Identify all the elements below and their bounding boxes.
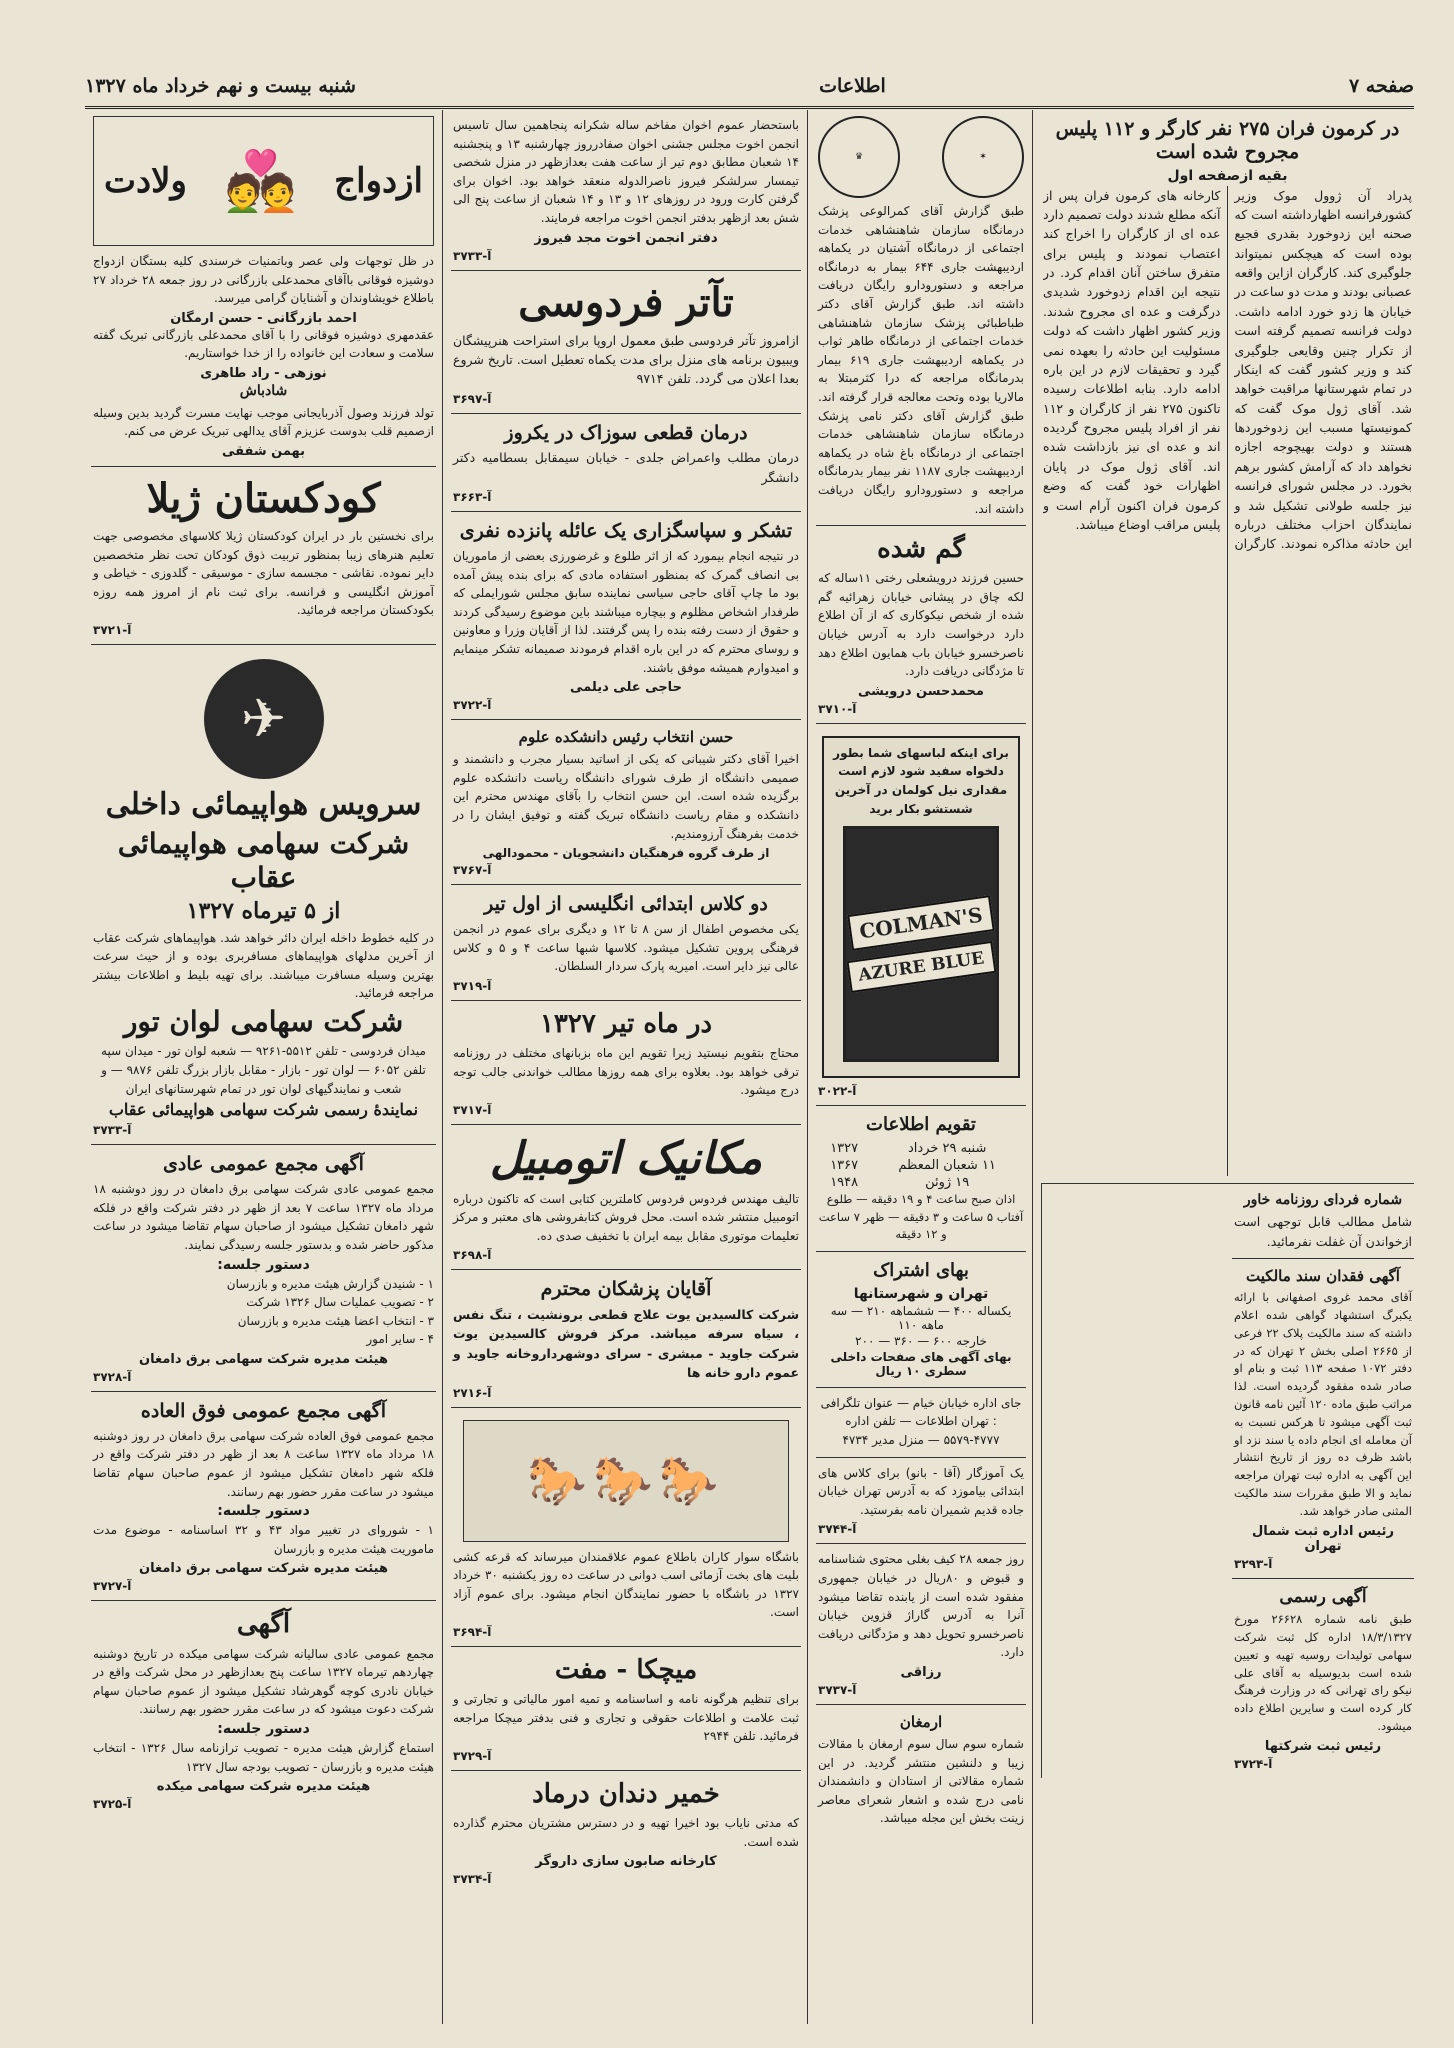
company-addresses: میدان فردوسی - تلفن ۵۵۱۲-۹۲۶۱ — شعبه لوان تور - میدان سپه تلفن ۶۰۵۲ — لوان تور - بازار - مقابل بازار بزرگ تلفن ۹۸۷۶ — و شعب و نمایندگیهای لوان تور در تمام شهرستانهای ایران: [101, 1044, 426, 1096]
ad-code: آ-۳۷۲۱: [93, 622, 132, 637]
column-rule: [1032, 110, 1033, 2024]
ad-code: آ-۳۷۲۹: [453, 1748, 492, 1763]
birth-title: شادباش: [239, 382, 288, 399]
armaghan-ad: [816, 1705, 1026, 1835]
notice-signer: دفتر انجمن اخوت مجد فیروز: [534, 230, 718, 246]
wedding-banner: [93, 116, 434, 246]
ad-code: آ-۳۷۳۳: [93, 1123, 132, 1138]
agenda-item: ۴ - سایر امور: [366, 1332, 434, 1347]
assembly-notice-1: [91, 1145, 436, 1392]
article-code: آ-۳۷۶۷: [453, 863, 492, 878]
ad-code: آ-۳۶۹۴: [453, 1624, 492, 1639]
ad-title: آقایان پزشکان محترم: [540, 1278, 712, 1301]
tir-calendar-ad: [451, 1001, 801, 1125]
calendar-table: [818, 1140, 1024, 1191]
subscription-note: بهای آگهی های صفحات داخلی سطری ۱۰ ریال: [830, 1349, 1012, 1378]
product-box-image: [843, 826, 999, 1062]
agenda-title: دستور جلسه:: [217, 1720, 310, 1737]
ad-body: شماره سوم سال سوم ارمغان با مقالات زیبا و دلنشین منتشر گردید. در این شماره مقالاتی از استادان و دانشمندان نامی درج شده و اشعار شعرای معاصر زینت بخش این مجله میباشد.: [818, 1736, 1024, 1826]
notice-code: آ-۳۷۱۰: [818, 701, 857, 716]
report-body: طبق گزارش آقای کمرالوعی پزشک درمانگاه سازمان شاهنشاهی خدمات اجتماعی از درمانگاه آشتیان در یکماهه اردیبهشت جاری ۶۴۴ بیمار به درمانگاه مراجعه و دستورودارو رایگان دریافت داشته اند. طبق گزارش آقای دکتر طباطبائی پزشک سازمان شاهنشاهی خدمات اجتماعی از درمانگاه طاهر ثواب در یکماهه اردیبهشت جاری ۶۱۹ بیمار بدرمانگاه مراجعه که درا کثرمبتلا به مالاریا بوده وتحت معالجه قرار گرفته اند. طبق گزارش آقای دکتر نامی پزشک درمانگاه سازمان شاهنشاهی خدمات اجتماعی از درمانگاه باغ شاه در یکماهه اردیبهشت جاری ۱۱۸۷ نفر بیمار بدرمانگاه مراجعه و دستورودارو رایگان دریافت داشته اند.: [818, 204, 1024, 516]
right-subcolumn-spacer: [1041, 1184, 1224, 1778]
calendar-row: [818, 1174, 1024, 1191]
ad-text: برای اینکه لباسهای شما بطور دلخواه سفید شود لازم است مقداری نیل کولمان در آخرین شستشو بکار برید: [833, 745, 1009, 816]
agenda-item: استماع گزارش هیئت مدیره - تصویب ترازنامه سال ۱۳۲۶ - انتخاب هیئت مدیره و بازرسان - تصویب بودجه سال ۱۳۲۷: [93, 1740, 435, 1774]
ad-code: آ-۳۷۳۷: [818, 1682, 857, 1697]
notice-body: باستحضار عموم اخوان مفاخم ساله شکرانه پنجاهمین سال تاسیس انجمن اخوت مجلس جشنی اخوان صفادرروز چهارشنبه ۱۳ و پنجشنبه ۱۴ شعبان مطابق دوم تیر از ساعت هفت بعدازظهر در منزل شخصی تیمسار سرلشکر فیروز ناصرالدوله منعقد خواهد بود. اخوان برای گرفتن کارت ورود در روزهای ۱۲ و ۱۳ و ۱۴ شعبان از ساعت پنج الی شش بعد ازظهر بدفتر انجمن اخوت مراجعه فرمایند.: [453, 118, 799, 225]
office-address: [816, 1388, 1026, 1458]
ad-code: آ-۳۰۲۲: [818, 1084, 857, 1099]
ad-body: برای نخستین بار در ایران کودکستان ژیلا کلاسهای مخصوصی جهت تعلیم هنرهای زیبا بمنظور تربیت ذوق کودکان تحت نظر متخصصین دایر نموده. نقاشی - مجسمه سازی - موسیقی - گلدوزی - خیاطی و آموزش انگلیسی و فرانسه. برای ثبت نام از امروز همه روزه بکودکستان مراجعه فرمائید.: [93, 528, 434, 618]
michka-ad: [451, 1647, 801, 1771]
ad-frame: [822, 736, 1020, 1078]
wedding-body: در ظل توجهات ولی عصر وباتمنیات خرسندی کلیه بستگان ازدواج دوشیزه فوقانی باآقای محمدعلی بازرگانی در روز جمعه ۲۸ خرداد ۲۷ باطلاع خویشاوندان و آشنایان گرامی میرسد.: [93, 254, 434, 306]
assembly-notice-2: [91, 1392, 436, 1601]
banner-word: ازدواج: [334, 161, 423, 201]
ad-title: درمان قطعی سوزاک در یکروز: [504, 421, 748, 444]
riding-club-ad: [451, 1408, 801, 1647]
thanks-ad: [451, 512, 801, 720]
emblem-row: [818, 116, 1024, 198]
ad-signer: رئیس اداره ثبت شمال تهران: [1252, 1523, 1394, 1554]
subscription-row: خارجه ۶۰۰ — ۳۶۰ — ۲۰۰: [855, 1333, 987, 1348]
ad-title: سرویس هواپیمائی داخلی: [105, 786, 422, 822]
assembly-notice-3: [91, 1601, 436, 1818]
ad-code: آ-۳۶۶۳: [453, 490, 492, 505]
ad-code: آ-۳۷۱۹: [453, 978, 492, 993]
ad-title: تشکر و سپاسگزاری یک عائله پانزده نفری: [459, 520, 793, 543]
column-rule: [807, 110, 808, 2024]
calendar-cell: ۱۱ شعبان المعظم: [898, 1157, 996, 1173]
ad-title: ارمغان: [899, 1712, 943, 1731]
ad-body: در نتیجه انجام بیمورد که از اثر طلوع و غرضورزی بعضی از ماموریان بی انصاف گمرک که بمنظور استفاده مادی که برای بنده پیش آمده بود ما چاپ آقای حاجی سیاسی نماینده سابق مجلس شورایملی که طرفدار اشخاص مظلوم و بیچاره میباشند باین موضوع رسیدگی کردند و حقوق از دست رفته بنده را پس گرفتند. لذا از آقایان وزرا و معاونین و روسای محترم که در این باره اقدام فرمودند صمیمانه تشکر مینمایم و امیدوارم همیشه موفق باشند.: [453, 549, 799, 675]
horse-race-illustration: 🐎🐎🐎: [463, 1420, 789, 1542]
ad-title: آگهی فقدان سند مالکیت: [1246, 1267, 1400, 1286]
date-line: شنبه بیست و نهم خرداد ماه ۱۳۲۷: [85, 75, 356, 97]
banner-word: ولادت: [104, 161, 187, 201]
official-ad: [1232, 1579, 1414, 1778]
column-4: [85, 110, 442, 2024]
notice-code: آ-۳۷۲۵: [93, 1797, 132, 1812]
notice-title: آگهی مجمع عمومی عادی: [163, 1153, 364, 1176]
couple-icon: 💑: [224, 146, 297, 215]
calendar-row: [818, 1140, 1024, 1157]
notice-body: مجمع عمومی عادی سالیانه شرکت سهامی میکده در تاریخ دوشنبه چهاردهم تیرماه ۱۳۲۷ ساعت پنج بعدازظهر در محل شرکت واقع در خیابان نادری کوچه گوهرشاد تشکیل میشود از عموم صاحبان سهام شرکت دعوت میشود که در ساعت مقرر حضور بهم رسانند.: [93, 1646, 434, 1717]
notice-code: آ-۳۷۲۸: [93, 1369, 132, 1384]
ad-body: یک آموزگار (آقا - بانو) برای کلاس های ابتدائی بیاموزد که به آدرس تهران خیابان جاده قدیم شمیران نامه بفرستید.: [818, 1465, 1024, 1517]
brotherhood-notice: [451, 110, 801, 271]
ad-code: آ-۳۷۳۴: [453, 1872, 492, 1887]
column-1: [1035, 110, 1420, 2024]
left-subcolumn: [1232, 1184, 1414, 1778]
paper-name: اطلاعات: [819, 75, 886, 97]
ad-title-2: شرکت سهامی هواپیمائی عقاب: [117, 826, 410, 894]
ad-body: روز جمعه ۲۸ کیف بغلی محتوی شناسنامه و قبوض و ۸۰ریال در خیابان جمهوری مفقود شده است از یابنده تقاضا میشود آنرا به آدرس گاراژ قزوین خیابان ناصرخسرو تحویل دهد و مژدگانی دریافت دارد.: [818, 1552, 1025, 1660]
agenda-item: ۲ - تصویب عملیات سال ۱۳۲۶ شرکت: [246, 1295, 434, 1310]
product-brand: COLMAN'S: [847, 895, 995, 951]
calendar-cell: ۱۳۶۷: [830, 1157, 859, 1173]
ad-body: محتاج بتقویم نیستید زیرا تقویم این ماه بزبانهای مختلف در روزنامه ترقی خواهد بود. بعلاوه برای همه روزها مطالب خواندنی جالب توجه درج میشود.: [453, 1045, 799, 1098]
airline-ad: [91, 645, 436, 1146]
notice-title: آگهی مجمع عمومی فوق العاده: [140, 1399, 387, 1422]
ad-signer: رزاقی: [900, 1664, 942, 1680]
notice-body: حسین فرزند درویشعلی رختی ۱۱ساله که لکه چاق در پیشانی خیابان زهرائیه گم شده از شخص نیکوکاری که از آن اطلاع دارد درخواست دارد به آدرس خیابان ناصرخسرو خیابان باب همایون اطلاع دهد تا مژدگانی دریافت دارد.: [818, 571, 1024, 679]
notice-body: مجمع عمومی فوق العاده شرکت سهامی برق دامغان در روز دوشنبه ۱۸ مرداد ماه ۱۳۲۷ ساعت ۸ بعد از ظهر در دفتر شرکت واقع در فلکه شهر دامغان تشکیل میشود از عموم صاحبان سهام تقاضا میشود در ساعت مقرر حضور بهم رسانند.: [93, 1428, 434, 1499]
airplane-logo-icon: ✈: [204, 659, 324, 779]
kindergarten-ad: [91, 467, 436, 645]
mechanic-book-ad: [451, 1125, 801, 1271]
lost-deed-ad: [1232, 1259, 1414, 1579]
theater-ad: [451, 271, 801, 414]
agenda-item: ۱ - شنیدن گزارش هیئت مدیره و بازرسان: [226, 1276, 434, 1291]
subscription-box: [816, 1252, 1026, 1388]
election-article: [451, 720, 801, 885]
ad-body: باشگاه سوار کاران باطلاع عموم علاقمندان میرساند که قرعه کشی بلیت های بخت آزمائی اسب دوانی در ساعت ده روز یکشنبه ۳۰ خرداد ۱۳۲۷ در باشگاه با حضور نمایندگان انجام میشود. برای عموم آزاد است.: [453, 1549, 800, 1620]
ad-signer: رئیس ثبت شرکتها: [1264, 1738, 1382, 1754]
ad-title: در ماه تیر ۱۳۲۷: [539, 1008, 713, 1039]
ad-title: دو کلاس ابتدائی انگلیسی از اول تیر: [484, 893, 768, 916]
subscription-row: یکساله ۴۰۰ — ششماهه ۲۱۰ — سه ماهه ۱۱۰: [830, 1303, 1012, 1332]
ad-code: آ-۳۷۲۲: [453, 698, 492, 713]
article-signer: از طرف گروه فرهنگیان دانشجویان - محمودالهی: [482, 846, 770, 861]
ad-signer: کارخانه صابون سازی داروگر: [535, 1854, 717, 1870]
crest-icon: ♛: [818, 116, 900, 198]
ad-code: آ-۳۲۹۳: [1234, 1556, 1273, 1571]
calendar-times: اذان صبح ساعت ۴ و ۱۹ دقیقه — طلوع آفتاب ۵ ساعت و ۳ دقیقه — ظهر ۷ ساعت و ۱۲ دقیقه: [818, 1191, 1024, 1242]
social-services-report: [816, 110, 1026, 526]
ad-body: آقای محمد غروی اصفهانی با ارائه یکبرگ استشهاد گواهی شده اعلام داشته که سند مالکیت پلاک ۲۲ فرعی از ۲۶۶۵ اصلی بخش ۲ تهران که در دفتر ۱۰۷۲ صفحه ۱۱۳ ثبت و بنام او صادر شده مفقود گردیده است. لذا مراتب طبق ماده ۱۲۰ آئین نامه قانون ثبت آگهی میشود تا هرکس نسبت به آن معامله ای انجام داده یا سند نزد او باشد ظرف ده روز از تاریخ انتشار این آگهی به اداره ثبت تهران مراجعه نماید و الا طبق مقررات سند مالکیت المثنی صادر خواهد شد.: [1234, 1290, 1413, 1518]
ad-body: برای تنظیم هرگونه نامه و اساسنامه و تمیه امور مالیاتی و تجارتی و ثبت علامت و اطلاعات حقوقی و تجاری و فنی بدفتر میچکا مراجعه فرمائید. تلفن ۲۹۴۴: [453, 1692, 799, 1744]
ad-body: ازامروز تآتر فردوسی طبق معمول اروپا برای استراحت هنرپیشگان ویبیون برنامه های منزل برای مدت یکماه تعطیل است. تاریخ شروع بعدا اعلان می گردد. تلفن ۹۷۱۴: [453, 332, 799, 387]
agenda-title: دستور جلسه:: [217, 1503, 310, 1520]
ad-body: که مدتی نایاب بود اخیرا تهیه و در دسترس مشتریان محترم گذارده شده است.: [453, 1816, 799, 1849]
agenda-item: ۱ - شوروای در تغییر مواد ۴۳ و ۳۲ اساسنامه - موضوع مدت ماموریت هیئت مدیره و بازرسان: [93, 1523, 434, 1556]
article-subtitle: بقیه ازصفحه اول: [1167, 167, 1288, 184]
ad-footer: نمایندهٔ رسمی شرکت سهامی هواپیمائی عقاب: [108, 1100, 419, 1120]
ad-code: آ-۲۷۱۶: [453, 1385, 492, 1400]
agenda-item: ۳ - انتخاب اعضا هیئت مدیره و بازرسان: [237, 1313, 434, 1328]
khavar-ad: [1232, 1184, 1414, 1260]
ad-body: طبق نامه شماره ۲۶۶۲۸ مورخ ۱۸/۳/۱۳۲۷ اداره کل ثبت شرکت سهامی تولیدات روسیه تهیه و تعیین شده است بدیوسیله به آقای علی نیکو رای تهرانی که در وزارت فرهنگ کار کرده است و سایرین اطلاع داده میشود.: [1234, 1612, 1413, 1733]
ad-code: آ-۳۶۹۷: [453, 391, 492, 406]
ad-code: آ-۳۷۴۴: [818, 1522, 857, 1537]
page-header: [85, 66, 1414, 109]
notice-signer: هیئت مدیره شرکت سهامی میکده: [156, 1779, 371, 1795]
teacher-ad: [816, 1458, 1026, 1545]
calendar-title: تقویم اطلاعات: [866, 1114, 976, 1136]
ad-body: در کلیه خطوط داخله ایران دائر خواهد شد. هواپیماهای شرکت عقاب از آخرین مدلهای هواپیماهای مسافربری بوده و از حیث سرعت بهترین وسیله مسافرت میباشند. برای تهیه بلیط و اطلاعات بیشتر مراجعه فرمائید.: [93, 930, 434, 1001]
doctors-ad: [451, 1270, 801, 1407]
column-2: [810, 110, 1032, 2024]
article-body: پدراد آن ژوول موک وزیر کشورفرانسه اظهارداشته است که صحنه این زدوخورد بقدری فجیع بوده است که هیچکس نمیتواند جلوگیری کند. کارگران ازاین واقعه عصبانی بودند و مدت دو ساعت در خیابان ها زدو خورد ادامه داشت. دولت فرانسه تصمیم گرفته است از تکرار چنین وقایعی جلوگیری کند و وزیر کشور گفت که اینکار در تمام شهرستانها مراقبت خواهد شد. آقای ژول موک گفت که کمونیستها مسبب این زدوخوردها هستند و دولت بهیچوجه اجازه نخواهد داد که آرامش کشور برهم بخورد. در مجلس شورای فرانسه نیز جلسه طولانی تشکیل شد و نمایندگان احزاب مختلف درباره این حادثه مذاکره نمودند. کارگران کارخانه های کرمون فران پس از آنکه مطلع شدند دولت تصمیم دارد عده ای از کارگران را اخراج کند اعتصاب نمودند و پلیس برای متفرق ساختن آنان اقدام کرد. در نتیجه این اقدام زدوخورد شدیدی درگرفت و عده ای مجروح شدند. وزیر کشور اظهار داشت که دولت مسئولیت این حادثه را بعهده نمی گیرد و تحقیقات لازم در این باره ادامه دارد. بنابه اطلاعات رسیده تاکنون ۲۷۵ نفر از کارگران و ۱۱۲ نفر از افراد پلیس مجروح گردیده اند و عده ای نیز بازداشت شده اند. آقای ژول موک در پایان اظهارات خود گفت که وضع کرمون فران اکنون آرام است و پلیس مراقب اوضاع میباشد.: [1043, 187, 1412, 552]
ad-date: از ۵ تیرماه ۱۳۲۷: [186, 898, 341, 925]
subscription-sub: تهران و شهرستانها: [853, 1285, 989, 1302]
article-body: اخیرا آقای دکتر شیبانی که یکی از اساتید بسیار مجرب و دانشمند و صمیمی دانشگاه از طرف شورای دانشگاه ریاست دانشکده علوم برگزیده شده است. این حسن انتخاب را بآقای مهندس محترم این دانشکده و مقام ریاست دانشگاه تبریک گفته و توفیق ایشان را در خدمت بفرهنگ آرزومندیم.: [453, 752, 799, 841]
calendar-cell: شنبه ۲۹ خرداد: [908, 1140, 987, 1156]
toothpaste-ad: [451, 1771, 801, 1893]
calendar-cell: ۱۳۲۷: [830, 1140, 859, 1156]
ad-title: آگهی رسمی: [1279, 1586, 1367, 1607]
page-number: صفحه ۷: [1348, 75, 1414, 97]
birth-signer: بهمن شفقی: [221, 443, 306, 459]
wedding-body-2: عقدمهری دوشیزه فوقانی را با آقای محمدعلی بازرگانی تبریک گفته سلامت و سعادت این خانواده را از خدا خواستاریم.: [93, 327, 434, 361]
lost-child-notice: [816, 526, 1026, 724]
lead-article: [1041, 110, 1414, 1184]
ad-code: آ-۳۷۱۷: [453, 1102, 492, 1117]
clinic-ad: [451, 414, 801, 513]
ad-body: تالیف مهندس فردوس فردوس کاملترین کتابی است که تاکنون درباره اتومبیل منتشر شده است. محل فروش کتابفروشی های معتبر و مرکز تعلیمات موتوری مقابل بیمه ایران با تخفیف صدی ده.: [453, 1191, 799, 1243]
ad-title: شماره فردای روزنامه خاور: [1243, 1191, 1403, 1208]
subscription-title: بهای اشتراک: [873, 1260, 969, 1282]
ad-body: شامل مطالب قابل توجهی است ازخواندن آن غفلت نفرمائید.: [1234, 1214, 1412, 1249]
notice-code: آ-۳۷۳۳: [453, 248, 492, 263]
calendar-box: [816, 1106, 1026, 1252]
calendar-cell: ۱۹ ژوئن: [925, 1174, 970, 1190]
article-title: حسن انتخاب رئیس دانشکده علوم: [518, 728, 734, 747]
notice-signer: هیئت مدیره شرکت سهامی برق دامغان: [139, 1351, 388, 1367]
company-name: شرکت سهامی لوان تور: [123, 1004, 404, 1038]
ad-body: درمان مطلب واعمراض جلدی - خیابان سیمقابل بسطامیه دکتر دانشگر: [453, 450, 799, 485]
ad-title: تآتر فردوسی: [518, 278, 734, 326]
address-text: جای اداره خیابان خیام — عنوان تلگرافی : تهران اطلاعات — تلفن اداره ۴۷۷۷-۵۵۷۹ — منزل مدیر ۴۷۳۴: [820, 1395, 1022, 1448]
agenda-title: دستور جلسه:: [217, 1256, 310, 1273]
notice-title: گم شده: [877, 534, 965, 565]
ad-body: یکی مخصوص اطفال از سن ۸ تا ۱۲ و دیگری برای عموم در انجمن فرهنگی پروین تشکیل میشود. کلاسها شبها ساعت ۴ و ۵ و کلاس عالی نیز دایر است. امیریه پارک سردار السلطان.: [453, 921, 799, 974]
notice-signer: هیئت مدیره شرکت سهامی برق دامغان: [139, 1561, 388, 1577]
ad-code: آ-۳۷۲۴: [1234, 1756, 1273, 1771]
notice-signer: محمدحسن درویشی: [858, 683, 984, 699]
product-name: AZURE BLUE: [846, 941, 996, 993]
ad-code: آ-۳۶۹۸: [453, 1248, 492, 1263]
emblem-icon: ✶: [942, 116, 1024, 198]
ad-signer: حاجی علی دیلمی: [570, 680, 682, 696]
ad-title: کودکستان ژیلا: [146, 474, 381, 522]
wedding-birth-section: [91, 110, 436, 467]
ad-title: میچکا - مفت: [554, 1654, 698, 1685]
lost-wallet-ad: [816, 1544, 1026, 1705]
birth-body: تولد فرزند وصول آذربایجانی موجب نهایت مسرت گردید بدین وسیله ازصمیم قلب بدوست عزیزم آقای یدالهی تبریک عرض می کنم.: [93, 405, 434, 439]
ad-title: مکانیک اتومبیل: [489, 1132, 763, 1184]
column-3: [445, 110, 807, 2024]
article-title: در کرمون فران ۲۷۵ نفر کارگر و ۱۱۲ پلیس مجروح شده است: [1055, 118, 1400, 163]
wedding-signer-2: نوزهی - راد طاهری: [200, 365, 327, 381]
english-class-ad: [451, 885, 801, 1001]
ad-body: شرکت کالسیدین یوت علاج قطعی برونشیت ، تنگ نفس ، سیاه سرفه میباشد. مرکز فروش کالسیدین یوت شرکت جاوید - مبشری - سرای دوشهرداروخانه جاوید و عموم دارو خانه ها: [453, 1307, 799, 1381]
ad-title: خمیر دندان درماد: [532, 1778, 720, 1809]
wedding-signer: احمد بازرگانی - حسن ارمگان: [170, 310, 357, 326]
calendar-row: [818, 1157, 1024, 1174]
notice-code: آ-۳۷۲۷: [93, 1579, 132, 1594]
colmans-ad: [816, 724, 1026, 1106]
calendar-cell: ۱۹۴۸: [830, 1174, 859, 1190]
notice-title: آگهی: [236, 1609, 291, 1640]
column-rule: [442, 110, 443, 2024]
notice-body: مجمع عمومی عادی شرکت سهامی برق دامغان در روز دوشنبه ۱۸ مرداد ماه ۱۳۲۷ ساعت ۷ بعد از ظهر در دفتر شرکت واقع در فلکه شهر دامغان تشکیل میشود از صاحبان سهام تقاضا میشود در ساعت مذکور حاضر شده و بدستور جلسه رسیدگی نمایند.: [93, 1182, 434, 1253]
